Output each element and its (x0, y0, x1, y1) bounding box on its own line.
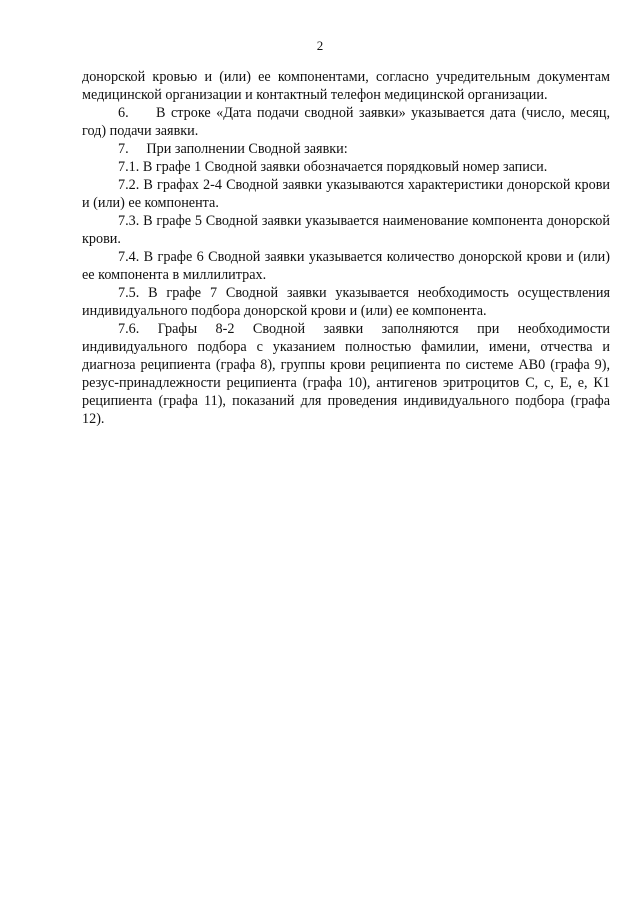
paragraph-item-7: 7. При заполнении Сводной заявки: (118, 141, 348, 157)
paragraph-item-7-3: 7.3. В графе 5 Сводной заявки указывается наименование компонента донорской крови. (82, 213, 610, 247)
document-body (82, 68, 610, 428)
paragraph-item-7-4: 7.4. В графе 6 Сводной заявки указывается количество донорской крови и (или) ее компонента в миллилитрах. (82, 249, 610, 283)
paragraph-item-6: 6. В строке «Дата подачи сводной заявки» указывается дата (число, месяц, год) подачи заявки. (82, 105, 610, 139)
paragraph-recipient-contacts: донорской кровью и (или) ее компонентами, согласно учредительным документам медицинской организации и контактный телефон медицинской организации. (82, 69, 610, 103)
paragraph-item-7-2: 7.2. В графах 2-4 Сводной заявки указываются характеристики донорской крови и (или) ее компонента. (82, 177, 610, 211)
paragraph-item-7-1: 7.1. В графе 1 Сводной заявки обозначается порядковый номер записи. (118, 159, 548, 175)
paragraph-item-7-6: 7.6. Графы 8-2 Сводной заявки заполняются при необходимости индивидуального подбора с указанием полностью фамилии, имени, отчества и диагноза реципиента (графа 8), группы крови реципиента по системе АВ0 (графа 9), резус-принадлежности реципиента (графа 10), антигенов эритроцитов С, с, Е, е, К1 реципиента (графа 11), показаний для проведения индивидуального подбора (графа 12). (82, 321, 610, 427)
page-number: 2 (316, 38, 324, 53)
paragraph-item-7-5: 7.5. В графе 7 Сводной заявки указывается необходимость осуществления индивидуального подбора донорской крови и (или) ее компонента. (82, 285, 610, 319)
